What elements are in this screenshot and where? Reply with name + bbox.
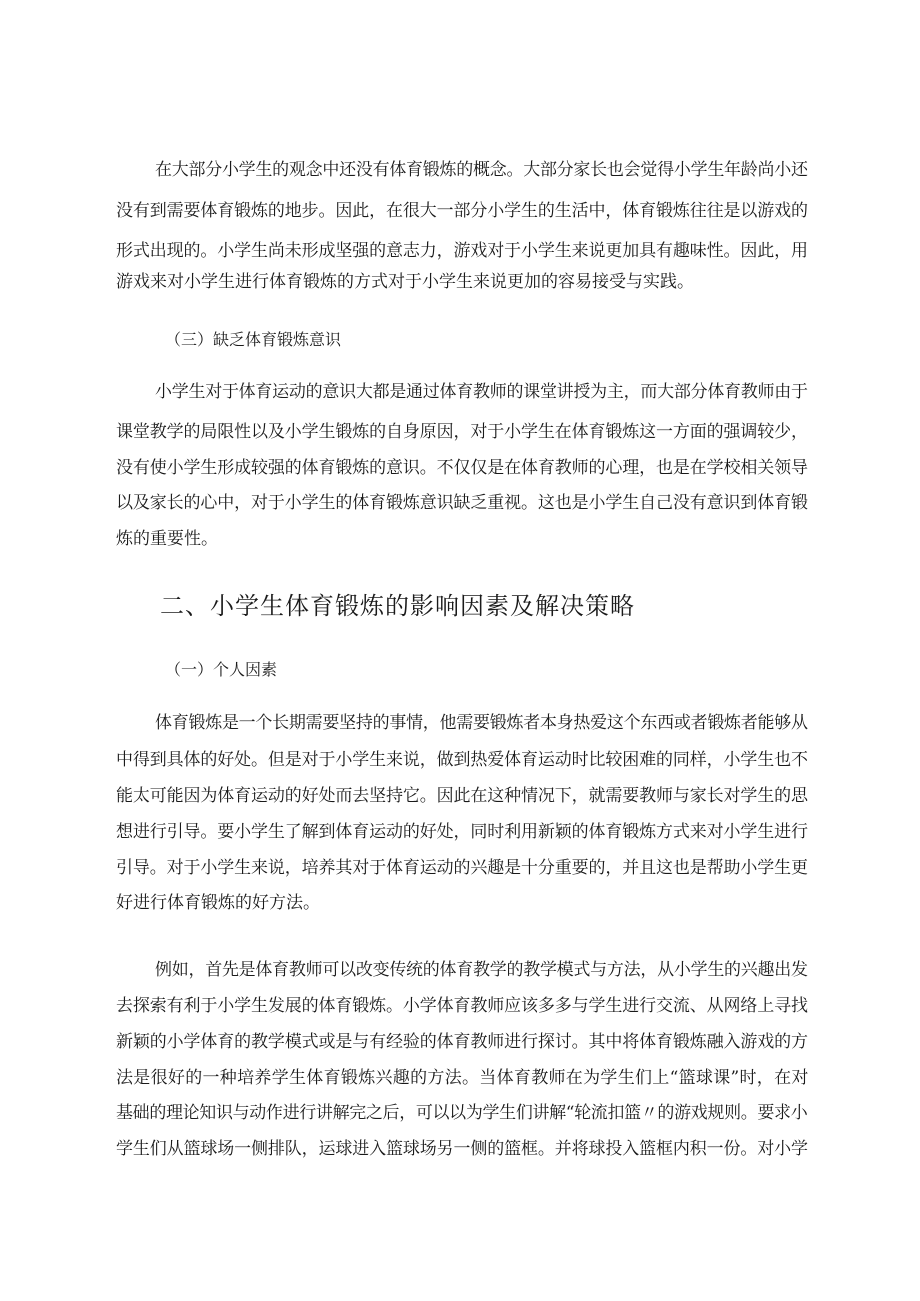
paragraph-line: 基础的理论知识与动作进行讲解完之后，可以以为学生们讲解“轮流扣篮〃的游戏规则。要求小 xyxy=(116,1103,808,1123)
paragraph-line: 体育锻炼是一个长期需要坚持的事情，他需要锻炼者本身热爱这个东西或者锻炼者能够从 xyxy=(155,713,808,733)
paragraph-line: 学生们从篮球场一侧排队，运球进入篮球场另一侧的篮框。并将球投入篮框内积一份。对小学 xyxy=(116,1139,808,1159)
paragraph-line: 法是很好的一种培养学生体育锻炼兴趣的方法。当体育教师在为学生们上“篮球课”时，在对 xyxy=(116,1068,809,1088)
paragraph-line: 例如，首先是体育教师可以改变传统的体育教学的教学模式与方法，从小学生的兴趣出发 xyxy=(155,960,808,980)
paragraph-line: 游戏来对小学生进行体育锻炼的方式对于小学生来说更加的容易接受与实践。 xyxy=(116,272,694,292)
paragraph-line: 形式出现的。小学生尚未形成坚强的意志力，游戏对于小学生来说更加具有趣味性。因此，用 xyxy=(116,241,808,261)
paragraph-line: 小学生对于体育运动的意识大都是通过体育教师的课堂讲授为主，而大部分体育教师由于 xyxy=(155,382,808,402)
paragraph-line: 去探索有利于小学生发展的体育锻炼。小学体育教师应该多多与学生进行交流、从网络上寻找 xyxy=(116,996,808,1016)
paragraph-line: 炼的重要性。 xyxy=(116,529,218,549)
paragraph-line: 没有使小学生形成较强的体育锻炼的意识。不仅仅是在体育教师的心理，也是在学校相关领导 xyxy=(116,458,808,478)
paragraph-line: 引导。对于小学生来说，培养其对于体育运动的兴趣是十分重要的，并且这也是帮助小学生更 xyxy=(116,858,808,878)
paragraph-line: 没有到需要体育锻炼的地步。因此，在很大一部分小学生的生活中，体育锻炼往往是以游戏的 xyxy=(116,201,808,221)
subheading-lack-of-awareness: （三）缺乏体育锻炼意识 xyxy=(165,330,342,349)
subheading-personal-factors: （一）个人因素 xyxy=(165,660,278,679)
paragraph-line: 以及家长的心中，对于小学生的体育锻炼意识缺乏重视。这也是小学生自己没有意识到体育锻 xyxy=(116,493,808,513)
paragraph-line: 在大部分小学生的观念中还没有体育锻炼的概念。大部分家长也会觉得小学生年龄尚小还 xyxy=(155,160,808,180)
paragraph-line: 新颖的小学体育的教学模式或是与有经验的体育教师进行探讨。其中将体育锻炼融入游戏的方 xyxy=(116,1032,808,1052)
paragraph-line: 课堂教学的局限性以及小学生锻炼的自身原因，对于小学生在体育锻炼这一方面的强调较少， xyxy=(116,422,808,442)
paragraph-line: 中得到具体的好处。但是对于小学生来说，做到热爱体育运动时比较困难的同样，小学生也不 xyxy=(116,750,808,770)
paragraph-line: 能太可能因为体育运动的好处而去坚持它。因此在这种情况下，就需要教师与家长对学生的思 xyxy=(116,786,808,806)
section-heading: 二、小学生体育锻炼的影响因素及解决策略 xyxy=(160,592,635,620)
paragraph-line: 好进行体育锻炼的好方法。 xyxy=(116,893,320,913)
paragraph-line: 想进行引导。要小学生了解到体育运动的好处，同时利用新颖的体育锻炼方式来对小学生进行 xyxy=(116,822,808,842)
